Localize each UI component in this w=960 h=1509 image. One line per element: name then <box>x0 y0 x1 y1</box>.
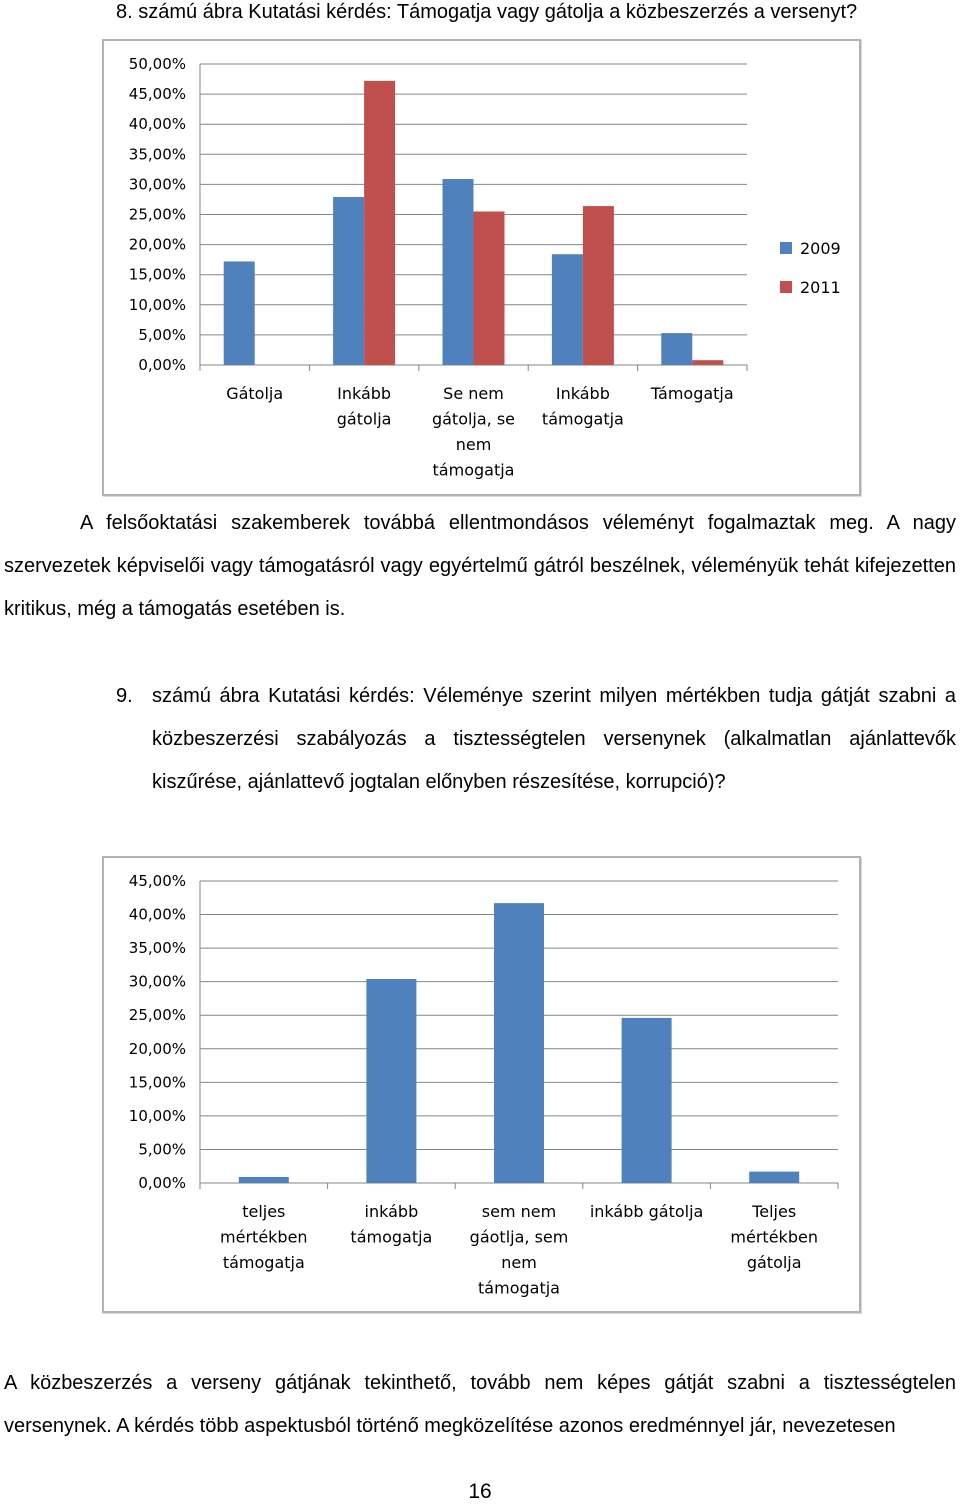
y-tick-label: 5,00% <box>138 1140 186 1159</box>
x-category-label: nem <box>501 1253 537 1272</box>
y-tick-label: 30,00% <box>128 972 186 991</box>
bar-2009-4 <box>552 254 583 365</box>
y-tick-label: 35,00% <box>128 939 186 958</box>
paragraph-1: A felsőoktatási szakemberek továbbá ellentmondásos véleményt fogalmaztak meg. A nagy szervezetek képviselői vagy támogatásról vagy egyértelmű gátról beszélnek, véleményük tehát kifejezetten kritikus, még a támogatás esetében is. <box>4 512 956 620</box>
bar-value-1 <box>239 1177 289 1183</box>
y-tick-label: 30,00% <box>128 175 186 194</box>
legend-swatch-2011 <box>780 281 792 293</box>
y-tick-label: 40,00% <box>128 905 186 924</box>
y-tick-label: 45,00% <box>128 85 186 104</box>
figure-9-caption-text: számú ábra Kutatási kérdés: Véleménye szerint milyen mértékben tudja gátját szabni a közbeszerzési szabályozás a tisztességtelen versenynek (alkalmatlan ajánlattevők kiszűrése, ajánlattevő jogtalan előnyben részesítése, korrupció)? <box>152 685 956 793</box>
x-category-label: inkább <box>364 1202 419 1221</box>
bar-2011-5 <box>692 360 723 365</box>
bar-chart-figure-9 <box>104 858 859 1311</box>
page-number: 16 <box>468 1480 492 1503</box>
bar-value-5 <box>749 1172 799 1183</box>
chart-frame-figure-9 <box>102 856 861 1313</box>
bar-2011-4 <box>583 206 614 365</box>
x-category-label: Inkább <box>555 384 610 403</box>
bar-2009-5 <box>661 333 692 365</box>
x-category-label: inkább gátolja <box>589 1202 704 1221</box>
x-category-label: nem <box>455 435 492 454</box>
x-category-label: támogatja <box>541 409 624 429</box>
x-category-label: mértékben <box>220 1227 308 1247</box>
y-tick-label: 25,00% <box>128 205 186 224</box>
x-category-label: támogatja <box>478 1278 560 1298</box>
x-category-label: Inkább <box>337 384 392 403</box>
bar-value-3 <box>494 903 544 1183</box>
legend-swatch-2009 <box>780 242 792 254</box>
legend-label-2009: 2009 <box>800 239 841 258</box>
x-category-label: támogatja <box>432 460 515 480</box>
y-tick-label: 10,00% <box>128 295 186 314</box>
bar-2011-2 <box>364 81 395 365</box>
x-category-label: Se nem <box>443 384 504 403</box>
x-category-label: gátolja <box>336 409 392 429</box>
paragraph-2: A közbeszerzés a verseny gátjának tekinthető, tovább nem képes gátját szabni a tisztességtelen versenynek. A kérdés több aspektusból történő megközelítése azonos eredménnyel jár, nevezetesen <box>4 1372 956 1437</box>
x-category-label: mértékben <box>730 1227 818 1247</box>
x-category-label: támogatja <box>222 1253 305 1272</box>
y-tick-label: 10,00% <box>128 1106 186 1125</box>
chart-frame-figure-8 <box>102 39 861 496</box>
bar-2009-3 <box>443 179 474 365</box>
y-tick-label: 5,00% <box>138 325 186 344</box>
x-category-label: gátolja, se <box>431 409 516 429</box>
x-category-label: Teljes <box>752 1202 797 1221</box>
bar-value-4 <box>622 1018 672 1183</box>
figure-9-caption <box>116 675 956 804</box>
bar-2011-3 <box>474 211 505 365</box>
x-category-label: támogatja <box>350 1227 433 1247</box>
figure-9-number: 9. <box>116 685 133 707</box>
y-tick-label: 50,00% <box>128 55 186 73</box>
y-tick-label: 0,00% <box>138 356 186 374</box>
y-tick-label: 0,00% <box>138 1174 186 1192</box>
y-tick-label: 45,00% <box>128 872 186 890</box>
x-category-label: gáotlja, sem <box>469 1227 569 1247</box>
y-tick-label: 15,00% <box>128 1073 186 1092</box>
bar-2009-1 <box>224 261 255 365</box>
bar-2009-2 <box>333 197 364 365</box>
y-tick-label: 20,00% <box>128 1039 186 1058</box>
bar-value-2 <box>366 979 416 1183</box>
figure-8-caption: 8. számú ábra Kutatási kérdés: Támogatja vagy gátolja a közbeszerzés a versenyt? <box>116 1 858 23</box>
x-category-label: teljes <box>242 1202 286 1221</box>
bar-chart-figure-8 <box>104 41 859 494</box>
x-category-label: Gátolja <box>226 384 284 403</box>
x-category-label: sem nem <box>481 1202 557 1221</box>
y-tick-label: 15,00% <box>128 265 186 284</box>
x-category-label: gátolja <box>746 1253 802 1272</box>
y-tick-label: 40,00% <box>128 115 186 134</box>
y-tick-label: 20,00% <box>128 235 186 254</box>
y-tick-label: 25,00% <box>128 1006 186 1025</box>
x-category-label: Támogatja <box>650 384 734 403</box>
y-tick-label: 35,00% <box>128 145 186 164</box>
legend-label-2011: 2011 <box>800 278 841 297</box>
